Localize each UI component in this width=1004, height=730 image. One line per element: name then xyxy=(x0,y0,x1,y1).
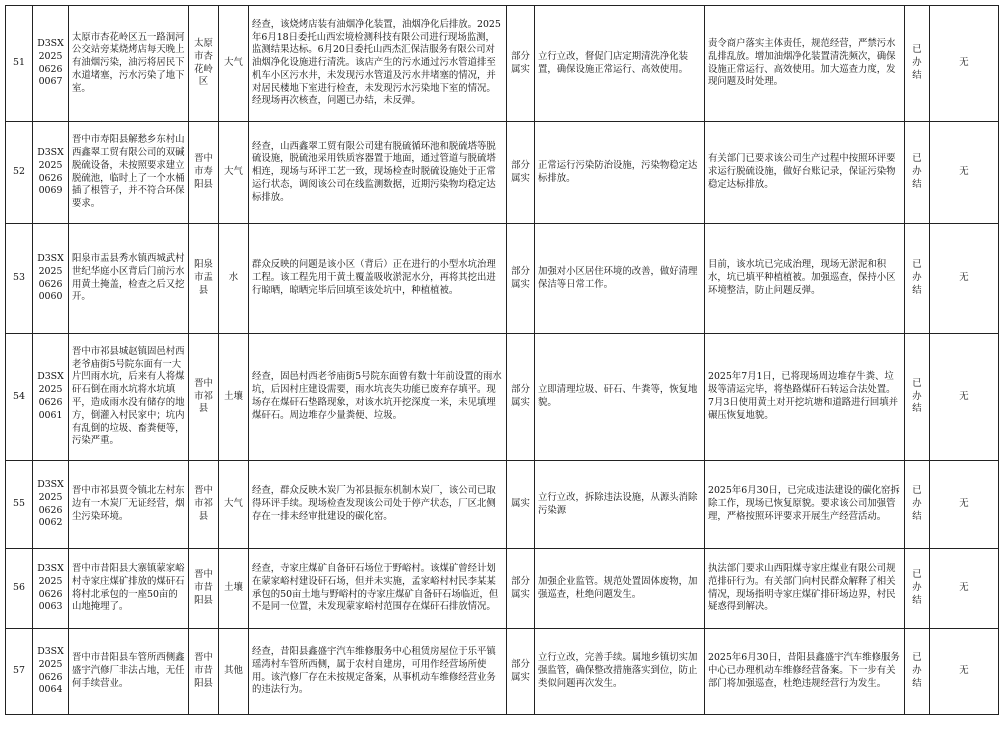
pollution-type: 大气 xyxy=(219,122,249,224)
investigation-findings: 群众反映的问题是该小区（背后）正在进行的小型水坑治理工程。该工程先用干黄土覆盖吸收淤泥水分，再将其挖出进行晾晒，晾晒完毕后回填至该处坑中，种植植被。 xyxy=(249,224,507,334)
case-code: D3SX202506260064 xyxy=(33,629,69,715)
row-number: 52 xyxy=(6,122,33,224)
accountability: 无 xyxy=(930,224,999,334)
administrative-area: 晋中市昔阳县 xyxy=(189,549,219,629)
rectification-progress: 2025年7月1日，已将现场周边堆存牛粪、垃圾等清运完毕，将垫路煤矸石转运合法处置。7月3日使用黄土对开挖坑塘和道路进行回填并碾压恢复地貌。 xyxy=(705,334,905,461)
case-code: D3SX202506260061 xyxy=(33,334,69,461)
case-status: 已办结 xyxy=(905,461,930,549)
administrative-area: 晋中市寿阳县 xyxy=(189,122,219,224)
investigation-findings: 经查，固邑村西老爷庙街5号院东面曾有数十年前设置的雨水坑，后因村庄建设需要，雨水坑丧失功能已废弃存填平。现场存在煤矸石垫路现象，对该水坑开挖深度一米，未见填埋煤矸石。周边堆存少量粪便、垃圾。 xyxy=(249,334,507,461)
problem-description: 晋中市昔阳县大寨镇蒙家峪村寺家庄煤矿排放的煤矸石将村北承包的一座50亩的山地掩埋了。 xyxy=(69,549,189,629)
row-number: 53 xyxy=(6,224,33,334)
pollution-type: 土壤 xyxy=(219,334,249,461)
case-code: D3SX202506260060 xyxy=(33,224,69,334)
verification-verdict: 属实 xyxy=(507,461,535,549)
pollution-type: 土壤 xyxy=(219,549,249,629)
problem-description: 晋中市祁县城赵镇固邑村西老爷庙街5号院东面有一大片凹雨水坑，后来有人将煤矸石倒在雨水坑将水坑填平，造成雨水没有储存的地方，倒灌入村民家中；坑内有乱倒的垃圾、畜粪便等，污染严重。 xyxy=(69,334,189,461)
pollution-type: 其他 xyxy=(219,629,249,715)
administrative-area: 太原市杏花岭区 xyxy=(189,6,219,122)
table-row xyxy=(6,334,999,461)
pollution-type: 水 xyxy=(219,224,249,334)
rectification-goal: 加强对小区居住环境的改善，做好清理保洁等日常工作。 xyxy=(535,224,705,334)
case-code: D3SX202506260069 xyxy=(33,122,69,224)
verification-verdict: 部分属实 xyxy=(507,122,535,224)
investigation-findings: 经查，群众反映木炭厂为祁县振东机制木炭厂，该公司已取得环评手续。现场检查发现该公司处于停产状态，厂区北侧存在一排未经审批建设的碳化窑。 xyxy=(249,461,507,549)
accountability: 无 xyxy=(930,629,999,715)
accountability: 无 xyxy=(930,461,999,549)
row-number: 51 xyxy=(6,6,33,122)
problem-description: 太原市杏花岭区五一路洞河公交站旁某烧烤店每天晚上有油烟污染，油污将居民下水道堵塞，污水污染了地下室。 xyxy=(69,6,189,122)
verification-verdict: 部分属实 xyxy=(507,549,535,629)
rectification-progress: 有关部门已要求该公司生产过程中按照环评要求运行脱硫设施，做好台账记录，保证污染物稳定达标排放。 xyxy=(705,122,905,224)
rectification-goal: 立行立改，督促门店定期清洗净化装置，确保设施正常运行、高效使用。 xyxy=(535,6,705,122)
administrative-area: 晋中市祁县 xyxy=(189,334,219,461)
case-code: D3SX202506260062 xyxy=(33,461,69,549)
verification-verdict: 部分属实 xyxy=(507,6,535,122)
accountability: 无 xyxy=(930,549,999,629)
row-number: 57 xyxy=(6,629,33,715)
administrative-area: 阳泉市盂县 xyxy=(189,224,219,334)
problem-description: 晋中市祁县贾令镇北左村东边有一木炭厂无证经营，烟尘污染环境。 xyxy=(69,461,189,549)
rectification-progress: 2025年6月30日，已完成违法建设的碳化窑拆除工作，现场已恢复原貌。要求该公司加强管理，严格按照环评要求开展生产经营活动。 xyxy=(705,461,905,549)
accountability: 无 xyxy=(930,6,999,122)
verification-verdict: 部分属实 xyxy=(507,224,535,334)
rectification-progress: 执法部门要求山西阳煤寺家庄煤业有限公司规范排矸行为。有关部门向村民群众解释了相关情况，现场指明寺家庄煤矿排矸场边界，村民疑惑得到解决。 xyxy=(705,549,905,629)
table-row xyxy=(6,224,999,334)
accountability: 无 xyxy=(930,122,999,224)
table-row xyxy=(6,629,999,715)
accountability: 无 xyxy=(930,334,999,461)
case-status: 已办结 xyxy=(905,122,930,224)
row-number: 54 xyxy=(6,334,33,461)
case-code: D3SX202506260063 xyxy=(33,549,69,629)
rectification-goal: 立即清理垃圾、矸石、牛粪等，恢复地貌。 xyxy=(535,334,705,461)
problem-description: 晋中市寿阳县解愁乡东村山西鑫翠工贸有限公司的双碱脱硫设备，未按照要求建立脱硫池，临时上了一个水桶插了根管子，并不符合环保要求。 xyxy=(69,122,189,224)
verification-verdict: 部分属实 xyxy=(507,334,535,461)
rectification-progress: 2025年6月30日，昔阳县鑫盛宇汽车维修服务中心已办理机动车维修经营备案。下一步有关部门将加强巡查，杜绝违规经营行为发生。 xyxy=(705,629,905,715)
table-row xyxy=(6,122,999,224)
problem-description: 晋中市昔阳县车管所西侧鑫盛宇汽修厂非法占地，无任何手续营业。 xyxy=(69,629,189,715)
case-code: D3SX202506260067 xyxy=(33,6,69,122)
rectification-goal: 正常运行污染防治设施，污染物稳定达标排放。 xyxy=(535,122,705,224)
rectification-goal: 加强企业监管。规范处置固体废物，加强巡查，杜绝问题发生。 xyxy=(535,549,705,629)
investigation-findings: 经查，山西鑫翠工贸有限公司建有脱硫循环池和脱硫塔等脱硫设施，脱硫池采用铁质容器置于地面，通过管道与脱硫塔相连，现场与环评工艺一致，现场检查时脱硫设施处于正常运行状态，调阅该公司在线监测数据，近期污染物均稳定达标排放。 xyxy=(249,122,507,224)
investigation-findings: 经查，昔阳县鑫盛宇汽车维修服务中心租赁房屋位于乐平镇瑶湾村车管所西侧，属于农村自建房，可用作经营场所使用。该汽修厂存在未按规定备案，从事机动车维修经营业务的违法行为。 xyxy=(249,629,507,715)
rectification-goal: 立行立改，拆除违法设施，从源头消除污染源 xyxy=(535,461,705,549)
rectification-goal: 立行立改，完善手续。属地乡镇切实加强监管，确保整改措施落实到位，防止类似问题再次发生。 xyxy=(535,629,705,715)
case-status: 已办结 xyxy=(905,6,930,122)
pollution-type: 大气 xyxy=(219,6,249,122)
rectification-progress: 责令商户落实主体责任，规范经营，严禁污水乱排乱放。增加油烟净化装置清洗频次，确保设施正常运行、高效使用。加大巡查力度，发现问题及时处理。 xyxy=(705,6,905,122)
administrative-area: 晋中市昔阳县 xyxy=(189,629,219,715)
table-row xyxy=(6,549,999,629)
table-row xyxy=(6,6,999,122)
investigation-findings: 经查，寺家庄煤矿自备矸石场位于野峪村。该煤矿曾经计划在蒙家峪村建设矸石场，但并未实施，孟家峪村村民李某某承包的50亩土地与野峪村的寺家庄煤矿自备矸石场临近，但不是同一位置，未发现蒙家峪村范围存在煤矸石排放情况。 xyxy=(249,549,507,629)
rectification-progress: 目前，该水坑已完成治理，现场无淤泥和积水，坑已填平种植植被。加强巡查，保持小区环境整洁，防止问题反弹。 xyxy=(705,224,905,334)
case-status: 已办结 xyxy=(905,549,930,629)
case-table xyxy=(5,5,999,715)
pollution-type: 大气 xyxy=(219,461,249,549)
row-number: 55 xyxy=(6,461,33,549)
row-number: 56 xyxy=(6,549,33,629)
investigation-findings: 经查，该烧烤店装有油烟净化装置，油烟净化后排放。2025年6月18日委托山西宏境检测科技有限公司进行现场监测，监测结果达标。6月20日委托山西杰汇保洁服务有限公司对油烟净化设施进行清洗。该店产生的污水通过污水管道排至机车小区污水井，未发现污水管道及污水井堵塞的情况，并对居民楼地下室进行检查，未发现污水污染地下室的情况。经现场再次核查，问题已办结，未反弹。 xyxy=(249,6,507,122)
administrative-area: 晋中市祁县 xyxy=(189,461,219,549)
case-status: 已办结 xyxy=(905,224,930,334)
problem-description: 阳泉市盂县秀水镇西城武村世纪华庭小区背后门前污水用黄土掩盖，检查之后又挖开。 xyxy=(69,224,189,334)
case-status: 已办结 xyxy=(905,334,930,461)
table-row xyxy=(6,461,999,549)
case-status: 已办结 xyxy=(905,629,930,715)
verification-verdict: 部分属实 xyxy=(507,629,535,715)
